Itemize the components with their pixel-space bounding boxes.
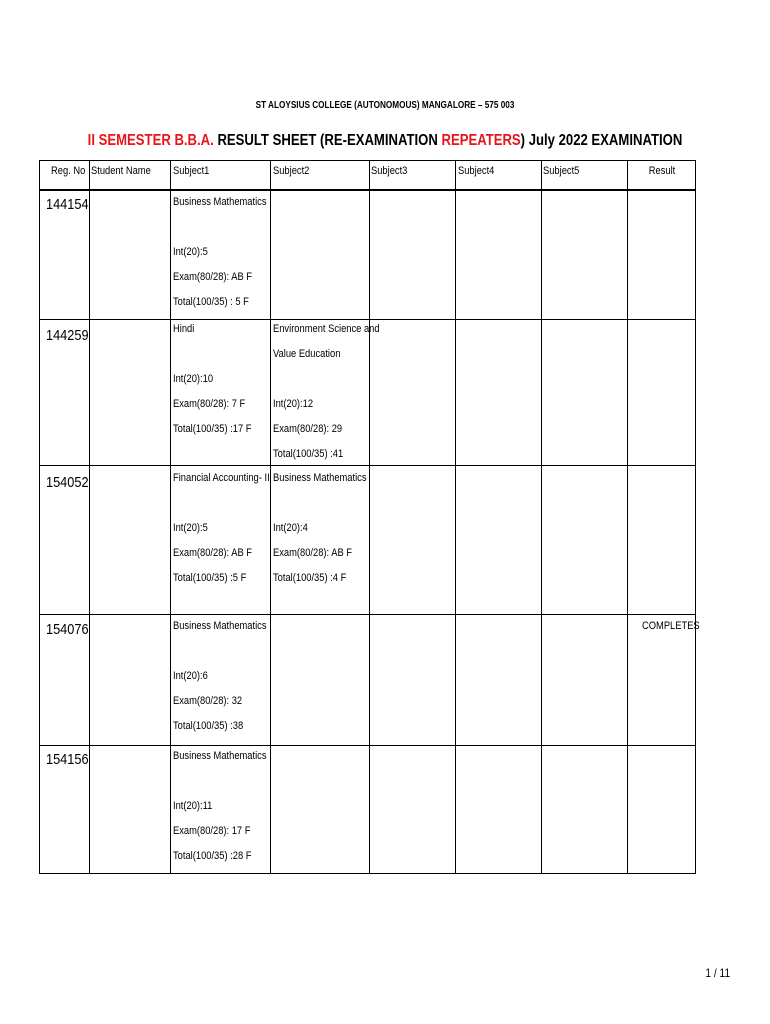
col-header-subject1: Subject1	[173, 165, 210, 177]
subject2-cell: Environment Science and Value Education Int(20):12 Exam(80/28): 29 Total(100/35) :41	[273, 323, 380, 460]
col-header-subject2: Subject2	[273, 165, 310, 177]
reg-no: 154052	[46, 474, 89, 491]
title-repeaters: REPEATERS	[441, 132, 521, 149]
result-table	[39, 160, 696, 874]
reg-no: 154076	[46, 621, 89, 638]
sheet-title	[69, 132, 700, 150]
title-end: ) July 2022 EXAMINATION	[520, 132, 683, 149]
reg-no: 144154	[46, 196, 89, 213]
title-middle: RESULT SHEET (RE-EXAMINATION	[213, 132, 442, 149]
col-header-result: Result	[648, 165, 676, 177]
subject1-cell: Business Mathematics Int(20):6 Exam(80/28): 32 Total(100/35) :38	[173, 620, 267, 732]
subject1-cell: Financial Accounting- II Int(20):5 Exam(80/28): AB F Total(100/35) :5 F	[173, 472, 270, 584]
title-semester: II SEMESTER B.B.A.	[87, 132, 214, 149]
col-header-subject3: Subject3	[371, 165, 408, 177]
reg-no: 154156	[46, 751, 89, 768]
subject2-cell: Business Mathematics Int(20):4 Exam(80/28): AB F Total(100/35) :4 F	[273, 472, 367, 584]
col-header-regno: Reg. No	[51, 165, 86, 177]
page-number: 1 / 11	[705, 966, 730, 980]
col-header-subject5: Subject5	[543, 165, 580, 177]
reg-no: 144259	[46, 327, 89, 344]
col-header-student-name: Student Name	[91, 165, 151, 177]
subject1-cell: Business Mathematics Int(20):5 Exam(80/28): AB F Total(100/35) : 5 F	[173, 196, 267, 308]
college-name: ST ALOYSIUS COLLEGE (AUTONOMOUS) MANGALORE – 575 003	[255, 100, 515, 111]
subject1-cell: Business Mathematics Int(20):11 Exam(80/28): 17 F Total(100/35) :28 F	[173, 750, 267, 862]
col-header-subject4: Subject4	[458, 165, 495, 177]
subject1-cell: Hindi Int(20):10 Exam(80/28): 7 F Total(100/35) :17 F	[173, 323, 252, 435]
result-cell: COMPLETES	[642, 620, 700, 632]
